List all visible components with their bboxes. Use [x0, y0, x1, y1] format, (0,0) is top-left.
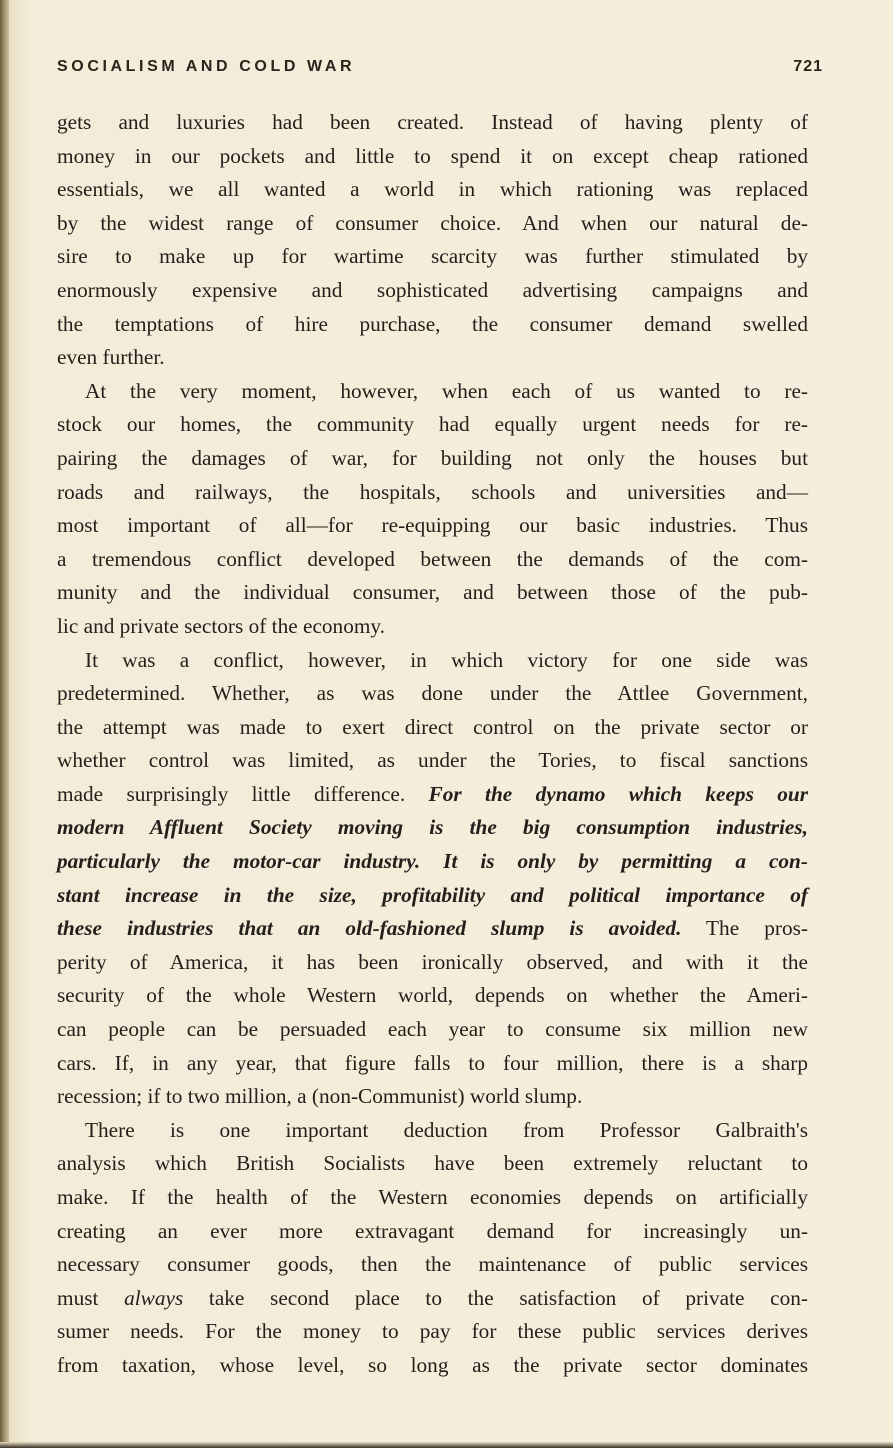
running-head-title: SOCIALISM AND COLD WAR — [57, 58, 356, 75]
text-line: money in our pockets and little to spend it on except cheap rationed — [57, 143, 808, 168]
text-line: predetermined. Whether, as was done under the Attlee Government, — [57, 681, 808, 706]
page-number: 721 — [793, 58, 823, 75]
text-line: sumer needs. For the money to pay for these public services derives — [57, 1319, 808, 1344]
text-line: lic and private sectors of the economy. — [57, 613, 386, 638]
text-line: a tremendous conflict developed between the demands of the com- — [57, 546, 808, 571]
text-line: whether control was limited, as under the Tories, to fiscal sanctions — [57, 748, 808, 773]
line-plain-segment: The pros- — [681, 916, 808, 941]
text-line: roads and railways, the hospitals, schools and universities and— — [57, 479, 808, 504]
text-line: security of the whole Western world, depends on whether the Ameri- — [57, 983, 808, 1008]
text-line: pairing the damages of war, for building not only the houses but — [57, 445, 808, 470]
text-line: cars. If, in any year, that figure falls to four million, there is a sharp — [57, 1050, 808, 1075]
text-line — [57, 912, 808, 946]
text-line: most important of all—for re-equipping our basic industries. Thus — [57, 513, 808, 538]
text-line: munity and the individual consumer, and between those of the pub- — [57, 580, 808, 605]
text-line — [57, 811, 808, 845]
italic-emphasis: these industries that an old-fashioned slump is avoided. — [57, 916, 682, 941]
text-line: the temptations of hire purchase, the consumer demand swelled — [57, 311, 808, 336]
text-line — [57, 845, 808, 879]
text-line: essentials, we all wanted a world in which rationing was replaced — [57, 177, 808, 202]
text-line — [57, 778, 808, 812]
page-bottom-edge — [0, 1442, 893, 1448]
text-line: gets and luxuries had been created. Instead of having plenty of — [57, 110, 808, 134]
italic-emphasis: modern Affluent Society moving is the big consumption industries, — [57, 815, 808, 840]
paragraph-first-line: There is one important deduction from Professor Galbraith's — [85, 1117, 808, 1142]
text-line: the attempt was made to exert direct control on the private sector or — [57, 714, 808, 739]
text-line: analysis which British Socialists have been extremely reluctant to — [57, 1151, 808, 1176]
page-gutter — [0, 0, 9, 1448]
text-line: stock our homes, the community had equally urgent needs for re- — [57, 412, 808, 437]
text-line: make. If the health of the Western economies depends on artificially — [57, 1185, 808, 1209]
italic-emphasis: always — [124, 1285, 184, 1310]
text-line: necessary consumer goods, then the maintenance of public services — [57, 1252, 808, 1277]
paragraph-first-line: It was a conflict, however, in which victory for one side was — [85, 647, 808, 672]
text-line: creating an ever more extravagant demand for increasingly un- — [57, 1218, 808, 1243]
text-line — [57, 1282, 808, 1316]
line-plain-segment: must — [57, 1285, 125, 1310]
running-head — [57, 58, 823, 84]
italic-emphasis: stant increase in the size, profitability and political importance of — [57, 882, 808, 907]
italic-emphasis: For the dynamo which keeps our — [428, 781, 808, 806]
italic-emphasis: particularly the motor-car industry. It is only by permitting a con- — [57, 849, 808, 874]
text-line: by the widest range of consumer choice. And when our natural de- — [57, 210, 808, 235]
text-line: recession; if to two million, a (non-Communist) world slump. — [57, 1084, 583, 1109]
text-line: perity of America, it has been ironically observed, and with it the — [57, 949, 808, 974]
text-line: even further. — [57, 345, 165, 370]
paragraph-first-line: At the very moment, however, when each of us wanted to re- — [85, 378, 808, 403]
text-line: enormously expensive and sophisticated advertising campaigns and — [57, 277, 808, 302]
text-line: sire to make up for wartime scarcity was further stimulated by — [57, 244, 808, 269]
text-line: from taxation, whose level, so long as the private sector dominates — [57, 1352, 808, 1377]
line-plain-segment: made surprisingly little difference. — [57, 781, 429, 806]
text-line: can people can be persuaded each year to consume six million new — [57, 1017, 808, 1042]
body-text — [57, 106, 808, 1383]
text-line — [57, 879, 808, 913]
line-plain-segment: take second place to the satisfaction of private con- — [183, 1285, 808, 1310]
